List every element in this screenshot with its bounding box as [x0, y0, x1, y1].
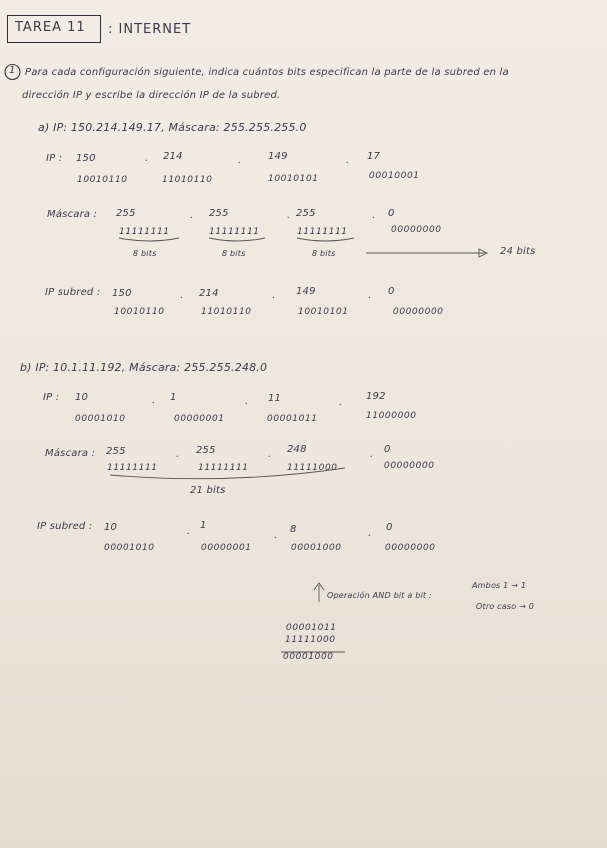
octet-separator: .: [238, 155, 242, 166]
part-b-mask-binary: 11111111: [107, 463, 158, 473]
part-b-subnet-octet: 1: [200, 520, 207, 531]
part-b-mask-octet: 255: [196, 445, 216, 456]
part-b-heading: b) IP: 10.1.11.192, Máscara: 255.255.248.0: [20, 361, 268, 374]
part-a-subnet-label: IP subred :: [45, 287, 101, 298]
part-b-subnet-binary: 00001010: [104, 543, 155, 553]
part-b-ip-binary: 00001010: [75, 414, 126, 424]
part-b-subnet-label: IP subred :: [37, 521, 93, 532]
octet-separator: .: [190, 210, 194, 221]
part-a-mask-octet: 0: [388, 208, 395, 219]
and-calc-result: 00001000: [283, 652, 334, 662]
part-a-ip-octet: 149: [268, 151, 288, 162]
octet-separator: .: [176, 449, 180, 460]
octet-separator: .: [152, 395, 156, 406]
and-rule-both-ones: Ambos 1 → 1: [472, 581, 527, 590]
part-a-subnet-octet: 149: [296, 286, 316, 297]
octet-separator: .: [368, 290, 372, 301]
part-a-ip-binary: 10010101: [268, 174, 319, 184]
underbrace-octet-3: [297, 238, 354, 241]
octet-separator: .: [287, 210, 291, 221]
part-b-mask-octet: 0: [384, 444, 391, 455]
part-b-mask-binary: 11111000: [287, 463, 338, 473]
part-b-ip-binary: 00000001: [174, 414, 225, 424]
exercise-number: 1: [9, 65, 16, 76]
part-b-subnet-octet: 0: [386, 522, 393, 533]
octet-separator: .: [268, 449, 272, 460]
part-a-mask-octet: 255: [209, 208, 229, 219]
part-a-mask-octet: 255: [296, 208, 316, 219]
octet-bits-label: 8 bits: [133, 249, 157, 258]
part-b-ip-label: IP :: [43, 392, 60, 403]
assignment-title: TAREA 11: [15, 20, 86, 35]
part-a-mask-binary: 00000000: [391, 225, 442, 235]
octet-bits-label: 8 bits: [222, 249, 246, 258]
octet-separator: .: [180, 290, 184, 301]
and-calc-line2: 11111000: [285, 635, 336, 645]
part-a-ip-binary: 10010110: [77, 175, 128, 185]
part-a-ip-binary: 00010001: [369, 171, 420, 181]
underbrace-octet-1: [119, 238, 179, 241]
part-a-ip-octet: 17: [367, 151, 381, 162]
part-b-mask-binary: 00000000: [384, 461, 435, 471]
part-b-mask-octet: 248: [287, 444, 307, 455]
part-b-ip-octet: 11: [268, 393, 282, 404]
part-b-ip-octet: 1: [170, 392, 177, 403]
and-operation-label: Operación AND bit a bit :: [327, 591, 432, 600]
octet-separator: .: [272, 290, 276, 301]
part-a-ip-binary: 11010110: [162, 175, 213, 185]
part-b-total-bits: 21 bits: [190, 485, 226, 496]
part-a-mask-binary: 11111111: [209, 227, 260, 237]
part-a-subnet-binary: 10010110: [114, 307, 165, 317]
part-b-ip-octet: 192: [366, 391, 386, 402]
part-a-mask-octet: 255: [116, 208, 136, 219]
part-b-ip-octet: 10: [75, 392, 89, 403]
part-a-subnet-binary: 00000000: [393, 307, 444, 317]
octet-separator: .: [245, 396, 249, 407]
octet-separator: .: [370, 449, 374, 460]
subject-title: : INTERNET: [108, 22, 192, 37]
part-a-subnet-octet: 150: [112, 288, 132, 299]
octet-bits-label: 8 bits: [312, 249, 336, 258]
part-a-subnet-binary: 10010101: [298, 307, 349, 317]
part-a-total-bits: 24 bits: [500, 246, 536, 257]
part-b-mask-octet: 255: [106, 446, 126, 457]
octet-separator: .: [187, 526, 191, 537]
exercise-statement-line1: Para cada configuración siguiente, indica cuántos bits especifican la parte de la subred en la: [25, 67, 509, 78]
part-a-heading: a) IP: 150.214.149.17, Máscara: 255.255.255.0: [38, 121, 307, 134]
part-a-ip-octet: 150: [76, 153, 96, 164]
part-b-subnet-binary: 00001000: [291, 543, 342, 553]
octet-separator: .: [145, 153, 149, 164]
octet-separator: .: [339, 397, 343, 408]
part-a-ip-label: IP :: [46, 153, 63, 164]
part-b-subnet-octet: 10: [104, 522, 118, 533]
octet-separator: .: [274, 530, 278, 541]
part-b-ip-binary: 11000000: [366, 411, 417, 421]
part-b-ip-binary: 00001011: [267, 414, 318, 424]
part-a-subnet-octet: 0: [388, 286, 395, 297]
part-b-subnet-octet: 8: [290, 524, 297, 535]
exercise-statement-line2: dirección IP y escribe la dirección IP de la subred.: [22, 90, 281, 101]
octet-separator: .: [368, 528, 372, 539]
part-a-subnet-octet: 214: [199, 288, 219, 299]
part-a-mask-binary: 11111111: [297, 227, 348, 237]
part-b-subnet-binary: 00000001: [201, 543, 252, 553]
part-a-ip-octet: 214: [163, 151, 183, 162]
part-b-subnet-binary: 00000000: [385, 543, 436, 553]
part-a-subnet-binary: 11010110: [201, 307, 252, 317]
underbrace-octet-2: [209, 238, 265, 241]
octet-separator: .: [346, 155, 350, 166]
part-a-mask-label: Máscara :: [47, 209, 98, 220]
part-a-mask-binary: 11111111: [119, 227, 170, 237]
and-rule-other: Otro caso → 0: [476, 602, 535, 611]
octet-separator: .: [372, 210, 376, 221]
and-calc-line1: 00001011: [286, 623, 337, 633]
part-b-mask-label: Máscara :: [45, 448, 96, 459]
part-b-mask-binary: 11111111: [198, 463, 249, 473]
